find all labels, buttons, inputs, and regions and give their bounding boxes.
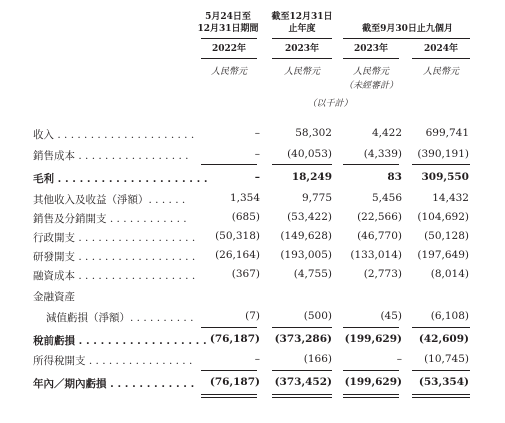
column-year-1: 2023年	[284, 44, 320, 54]
table-row	[0, 127, 505, 145]
row-value: (45)	[380, 310, 402, 322]
row-value: (390,191)	[417, 148, 469, 160]
row-value: –	[254, 171, 260, 183]
row-value: (197,649)	[417, 249, 469, 261]
total-double-rule	[343, 394, 399, 395]
unit-note: （以千計）	[307, 99, 353, 109]
unaudited-note: （未經審計）	[343, 81, 398, 91]
table-row	[0, 192, 505, 210]
header-rule	[343, 58, 399, 59]
row-label: 金融資產	[33, 291, 75, 303]
subtotal-rule	[201, 370, 257, 371]
subtotal-rule	[343, 370, 399, 371]
row-value: (42,609)	[418, 333, 469, 345]
row-value: –	[396, 353, 402, 365]
total-double-rule	[201, 394, 257, 395]
table-row	[0, 211, 505, 229]
row-label: 行政開支 . . . . . . . . . . . . . . . . . .	[33, 232, 196, 244]
row-value: 1,354	[229, 192, 260, 204]
column-year-2: 2023年	[353, 44, 389, 54]
row-label: 銷售及分銷開支 . . . . . . . . . . . .	[33, 213, 187, 225]
table-row	[0, 376, 505, 394]
row-value: (166)	[303, 353, 332, 365]
row-value: (373,286)	[274, 333, 332, 345]
table-row	[0, 310, 505, 328]
row-value: 309,550	[421, 171, 469, 183]
total-double-rule	[272, 397, 332, 398]
subtotal-rule	[412, 164, 470, 165]
row-value: (7)	[245, 310, 260, 322]
row-value: (53,354)	[418, 376, 469, 388]
subtotal-rule	[272, 327, 332, 328]
column-currency-1: 人民幣元	[283, 67, 320, 77]
row-value: 699,741	[425, 127, 469, 139]
header-rule	[201, 38, 257, 39]
row-value: 9,775	[301, 192, 332, 204]
column-group-year-2023: 截至12月31日 止年度	[271, 12, 333, 34]
column-group-nine-months: 截至9月30日止九個月	[362, 24, 453, 34]
column-year-3: 2024年	[423, 44, 459, 54]
row-value: (199,629)	[344, 376, 402, 388]
column-group-period-2022: 5月24日至 12月31日期間	[197, 12, 259, 34]
column-currency-0: 人民幣元	[210, 67, 247, 77]
row-value: 14,432	[432, 192, 469, 204]
row-value: 83	[387, 171, 402, 183]
row-label: 研發開支 . . . . . . . . . . . . . . . . . .	[33, 251, 196, 263]
subtotal-rule	[343, 327, 399, 328]
row-value: (6,108)	[430, 310, 469, 322]
row-value: (104,692)	[417, 211, 469, 223]
row-value: (40,053)	[287, 148, 332, 160]
row-label: 稅前虧損 . . . . . . . . . . . . . . . . . .	[33, 335, 207, 347]
total-double-rule	[412, 397, 470, 398]
total-double-rule	[343, 397, 399, 398]
row-value: (50,128)	[424, 230, 469, 242]
row-value: (367)	[231, 268, 260, 280]
row-value: 5,456	[371, 192, 402, 204]
row-value: (500)	[303, 310, 332, 322]
row-value: (10,745)	[424, 353, 469, 365]
row-label: 減值虧損（淨額）. . . . . . . . . .	[46, 312, 194, 324]
subtotal-rule	[412, 327, 470, 328]
row-value: (8,014)	[430, 268, 469, 280]
total-double-rule	[272, 394, 332, 395]
row-value: (50,318)	[215, 230, 260, 242]
column-year-0: 2022年	[211, 44, 247, 54]
table-row	[0, 289, 505, 307]
row-label: 毛利 . . . . . . . . . . . . . . . . . . . . .	[33, 173, 208, 185]
total-double-rule	[412, 394, 470, 395]
row-value: (685)	[231, 211, 260, 223]
row-label: 其他收入及收益（淨額）. . . . . .	[33, 194, 186, 206]
row-value: –	[254, 127, 260, 139]
row-label: 融資成本 . . . . . . . . . . . . . . . . . .	[33, 270, 196, 282]
header-rule	[272, 38, 332, 39]
table-row	[0, 171, 505, 189]
header-rule	[272, 58, 332, 59]
subtotal-rule	[343, 164, 399, 165]
subtotal-rule	[272, 164, 332, 165]
row-value: (2,773)	[363, 268, 402, 280]
row-label: 銷售成本 . . . . . . . . . . . . . . . . .	[33, 150, 189, 162]
row-value: (53,422)	[287, 211, 332, 223]
row-value: (373,452)	[274, 376, 332, 388]
column-currency-3: 人民幣元	[422, 67, 459, 77]
table-row	[0, 333, 505, 351]
row-value: 58,302	[295, 127, 332, 139]
row-value: (193,005)	[280, 249, 332, 261]
subtotal-rule	[272, 370, 332, 371]
table-row	[0, 268, 505, 286]
row-value: –	[254, 148, 260, 160]
row-value: (76,187)	[209, 333, 260, 345]
row-value: –	[254, 353, 260, 365]
subtotal-rule	[412, 370, 470, 371]
row-value: (22,566)	[357, 211, 402, 223]
row-value: (76,187)	[209, 376, 260, 388]
row-value: (26,164)	[215, 249, 260, 261]
row-value: (133,014)	[350, 249, 402, 261]
row-value: (149,628)	[280, 230, 332, 242]
header-rule	[343, 38, 470, 39]
row-value: (199,629)	[344, 333, 402, 345]
column-currency-2: 人民幣元	[352, 67, 389, 77]
row-label: 所得稅開支 . . . . . . . . . . . . . . . .	[33, 355, 193, 367]
row-value: (4,339)	[363, 148, 402, 160]
header-rule	[201, 58, 257, 59]
table-row	[0, 249, 505, 267]
table-row	[0, 353, 505, 371]
row-label: 年內／期內虧損 . . . . . . . . . . . .	[33, 378, 195, 390]
total-double-rule	[201, 397, 257, 398]
row-label: 收入 . . . . . . . . . . . . . . . . . . . . .	[33, 129, 195, 141]
subtotal-rule	[201, 327, 257, 328]
row-value: 18,249	[291, 171, 332, 183]
subtotal-rule	[201, 164, 257, 165]
header-rule	[412, 58, 470, 59]
row-value: (4,755)	[293, 268, 332, 280]
row-value: (46,770)	[357, 230, 402, 242]
row-value: 4,422	[371, 127, 402, 139]
table-row	[0, 230, 505, 248]
